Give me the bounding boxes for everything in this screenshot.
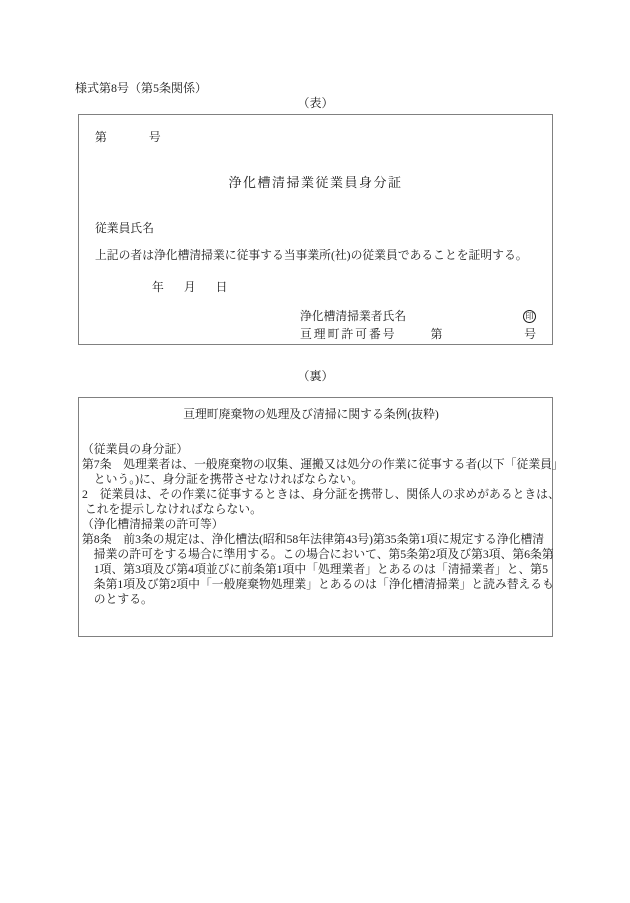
front-side-label: （表）	[297, 96, 334, 110]
date-month-label: 月	[183, 280, 196, 294]
permit-number-line	[300, 327, 536, 342]
ordinance-line: のとする。	[93, 592, 153, 606]
certification-statement: 上記の者は浄化槽清掃業に従事する当事業所(社)の従業員であることを証明する。	[95, 248, 528, 262]
ordinance-line: 2 従業員は、その作業に従事するときは、身分証を携帯し、関係人の求めがあるときは、	[82, 487, 560, 501]
ordinance-line: （浄化槽清掃業の許可等）	[82, 517, 224, 531]
operator-name-line	[300, 309, 536, 324]
permit-number-suffix: 号	[524, 327, 536, 341]
ordinance-line: これを提示しなければならない。	[84, 502, 262, 516]
ordinance-line: 1項、第3項及び第4項並びに前条第1項中「処理業者」とあるのは「清掃業者」と、第5	[93, 562, 548, 576]
permit-number-label: 亘理町許可番号	[300, 327, 397, 341]
ordinance-line: （従業員の身分証）	[82, 442, 189, 456]
date-year-label: 年	[152, 280, 164, 294]
seal-character: 印	[525, 311, 534, 322]
date-day-label: 日	[215, 280, 228, 294]
id-card-back	[78, 397, 564, 637]
ordinance-line: 第7条 処理業者は、一般廃棄物の収集、運搬又は処分の作業に従事する者(以下「従業員」	[82, 457, 564, 471]
id-card-title: 浄化槽清掃業従業員身分証	[228, 175, 403, 190]
ordinance-line: 第8条 前3条の規定は、浄化槽法(昭和58年法律第43号)第35条第1項に規定する浄化槽清	[82, 532, 545, 546]
ordinance-title: 亘理町廃棄物の処理及び清掃に関する条例(抜粋)	[183, 407, 439, 421]
operator-name-label: 浄化槽清掃業者氏名	[300, 309, 407, 323]
number-suffix: 号	[148, 130, 161, 144]
permit-number-prefix: 第	[430, 327, 443, 341]
number-prefix: 第	[95, 130, 107, 144]
date-line	[152, 280, 536, 295]
ordinance-line: 掃業の許可をする場合に準用する。この場合において、第5条第2項及び第3項、第6条第	[93, 547, 554, 561]
issuer-block	[300, 309, 536, 342]
ordinance-line: という。)に、身分証を携帯させなければならない。	[93, 472, 364, 486]
ordinance-line: 条第1項及び第2項中「一般廃棄物処理業」とあるのは「浄化槽清掃業」と読み替えるも	[93, 577, 554, 591]
ordinance-text	[82, 442, 564, 607]
certificate-number-line	[95, 130, 536, 145]
form-number-heading: 様式第8号（第5条関係）	[75, 81, 208, 95]
id-card-front	[78, 114, 553, 345]
back-side-label: （裏）	[297, 369, 334, 383]
seal-stamp-icon	[523, 310, 536, 323]
employee-name-label: 従業員氏名	[95, 221, 154, 235]
